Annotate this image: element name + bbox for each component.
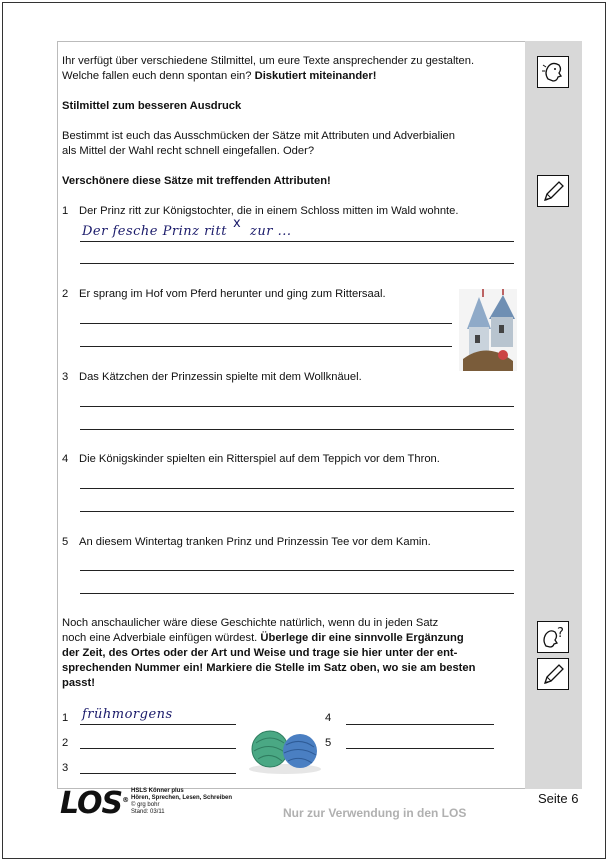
answer-2-number: 2: [62, 737, 69, 749]
intro-line-2: [62, 69, 520, 84]
los-logo: [60, 786, 128, 821]
answer-3-line[interactable]: [80, 773, 236, 774]
pencil-icon: [537, 175, 569, 207]
sentence-text: Er sprang im Hof vom Pferd herunter und ging zum Rittersaal.: [79, 288, 386, 300]
answer-line[interactable]: [80, 570, 514, 571]
task-2-line-2-plain: noch eine Adverbiale einfügen würdest.: [62, 632, 261, 644]
svg-text:?: ?: [557, 626, 564, 641]
answer-line[interactable]: [80, 488, 514, 489]
thinking-face-icon: [537, 621, 569, 653]
answer-line[interactable]: [80, 593, 514, 594]
sentence-number: 1: [62, 205, 69, 217]
sentence-number: 4: [62, 453, 69, 465]
sentence-text: Die Königskinder spielten ein Ritterspiel auf dem Teppich vor dem Thron.: [79, 453, 440, 465]
paragraph-line-2: als Mittel der Wahl recht schnell eingefallen. Oder?: [62, 145, 315, 157]
paragraph-line-1: Bestimmt ist euch das Ausschmücken der Sätze mit Attributen und Adverbialien: [62, 130, 456, 142]
sentence-number: 3: [62, 371, 69, 383]
task-2-instruction: [62, 616, 520, 691]
sentence-text: Das Kätzchen der Prinzessin spielte mit dem Wollknäuel.: [79, 371, 362, 383]
footer-meta-4: Stand: 03/11: [131, 809, 165, 815]
answer-1-handwritten: frühmorgens: [82, 707, 173, 722]
task-2-line-2: [62, 631, 520, 646]
task-2-line-5: passt!: [62, 677, 95, 689]
answer-4-number: 4: [325, 712, 332, 724]
los-logo-text: LOS: [60, 786, 123, 821]
answer-2-line[interactable]: [80, 748, 236, 749]
handwritten-example: Der fesche Prinz ritt: [82, 224, 227, 239]
answer-4-line[interactable]: [346, 724, 494, 725]
answer-1-number: 1: [62, 712, 69, 724]
sentence-text: An diesem Wintertag tranken Prinz und Prinzessin Tee vor dem Kamin.: [79, 536, 431, 548]
answer-5-number: 5: [325, 737, 332, 749]
footer-meta-1: HSLS Könner plus: [131, 788, 184, 794]
answer-line[interactable]: [80, 346, 452, 347]
sentence-4: [62, 452, 520, 467]
discuss-face-icon: [537, 56, 569, 88]
task-2-line-4: sprechenden Nummer ein! Markiere die Stelle im Satz oben, wo sie am besten: [62, 662, 476, 674]
sentence-number: 2: [62, 288, 69, 300]
footer-meta: [131, 788, 232, 816]
intro-line-2-bold: Diskutiert miteinander!: [254, 70, 377, 82]
answer-line[interactable]: [80, 511, 514, 512]
sentence-text: Der Prinz ritt zur Königstochter, die in einem Schloss mitten im Wald wohnte.: [79, 205, 459, 217]
insertion-mark: x: [233, 216, 242, 231]
task-2-line-3: der Zeit, des Ortes oder der Art und Weise und trage sie hier unter der ent-: [62, 647, 458, 659]
footer-meta-2: Hören, Sprechen, Lesen, Schreiben: [131, 795, 233, 801]
handwritten-continuation: zur ...: [250, 224, 292, 239]
answer-3-number: 3: [62, 762, 69, 774]
task-2-line-2-bold: Überlege dir eine sinnvolle Ergänzung: [260, 632, 464, 644]
yarn-balls-illustration: [244, 725, 326, 775]
page-number: Seite 6: [538, 791, 579, 806]
answer-line[interactable]: [80, 263, 514, 264]
answer-1-line[interactable]: [80, 724, 236, 725]
answer-line[interactable]: [80, 323, 452, 324]
pencil-icon: [537, 658, 569, 690]
answer-line[interactable]: [80, 429, 514, 430]
task-2-line-1: Noch anschaulicher wäre diese Geschichte natürlich, wenn du in jeden Satz: [62, 617, 439, 629]
intro-line-1: Ihr verfügt über verschiedene Stilmittel, um eure Texte ansprechender zu gestalten.: [62, 55, 475, 67]
paragraph: [62, 129, 520, 159]
section-heading: Stilmittel zum besseren Ausdruck: [62, 100, 242, 112]
registered-mark: ®: [122, 796, 129, 804]
sentence-1: [62, 204, 520, 219]
footer-note: Nur zur Verwendung in den LOS: [283, 806, 467, 820]
footer-meta-3: © grg bohr: [131, 802, 160, 808]
answer-line[interactable]: [80, 406, 514, 407]
answer-5-line[interactable]: [346, 748, 494, 749]
answer-line[interactable]: [80, 241, 514, 242]
task-1-instruction: Verschönere diese Sätze mit treffenden Attributen!: [62, 175, 331, 187]
sentence-5: [62, 535, 520, 550]
intro-text: [62, 54, 520, 84]
sentence-2: [62, 287, 520, 302]
intro-line-2-plain: Welche fallen euch denn spontan ein?: [62, 70, 255, 82]
sentence-number: 5: [62, 536, 69, 548]
castle-illustration: [459, 289, 517, 371]
sentence-3: [62, 370, 520, 385]
